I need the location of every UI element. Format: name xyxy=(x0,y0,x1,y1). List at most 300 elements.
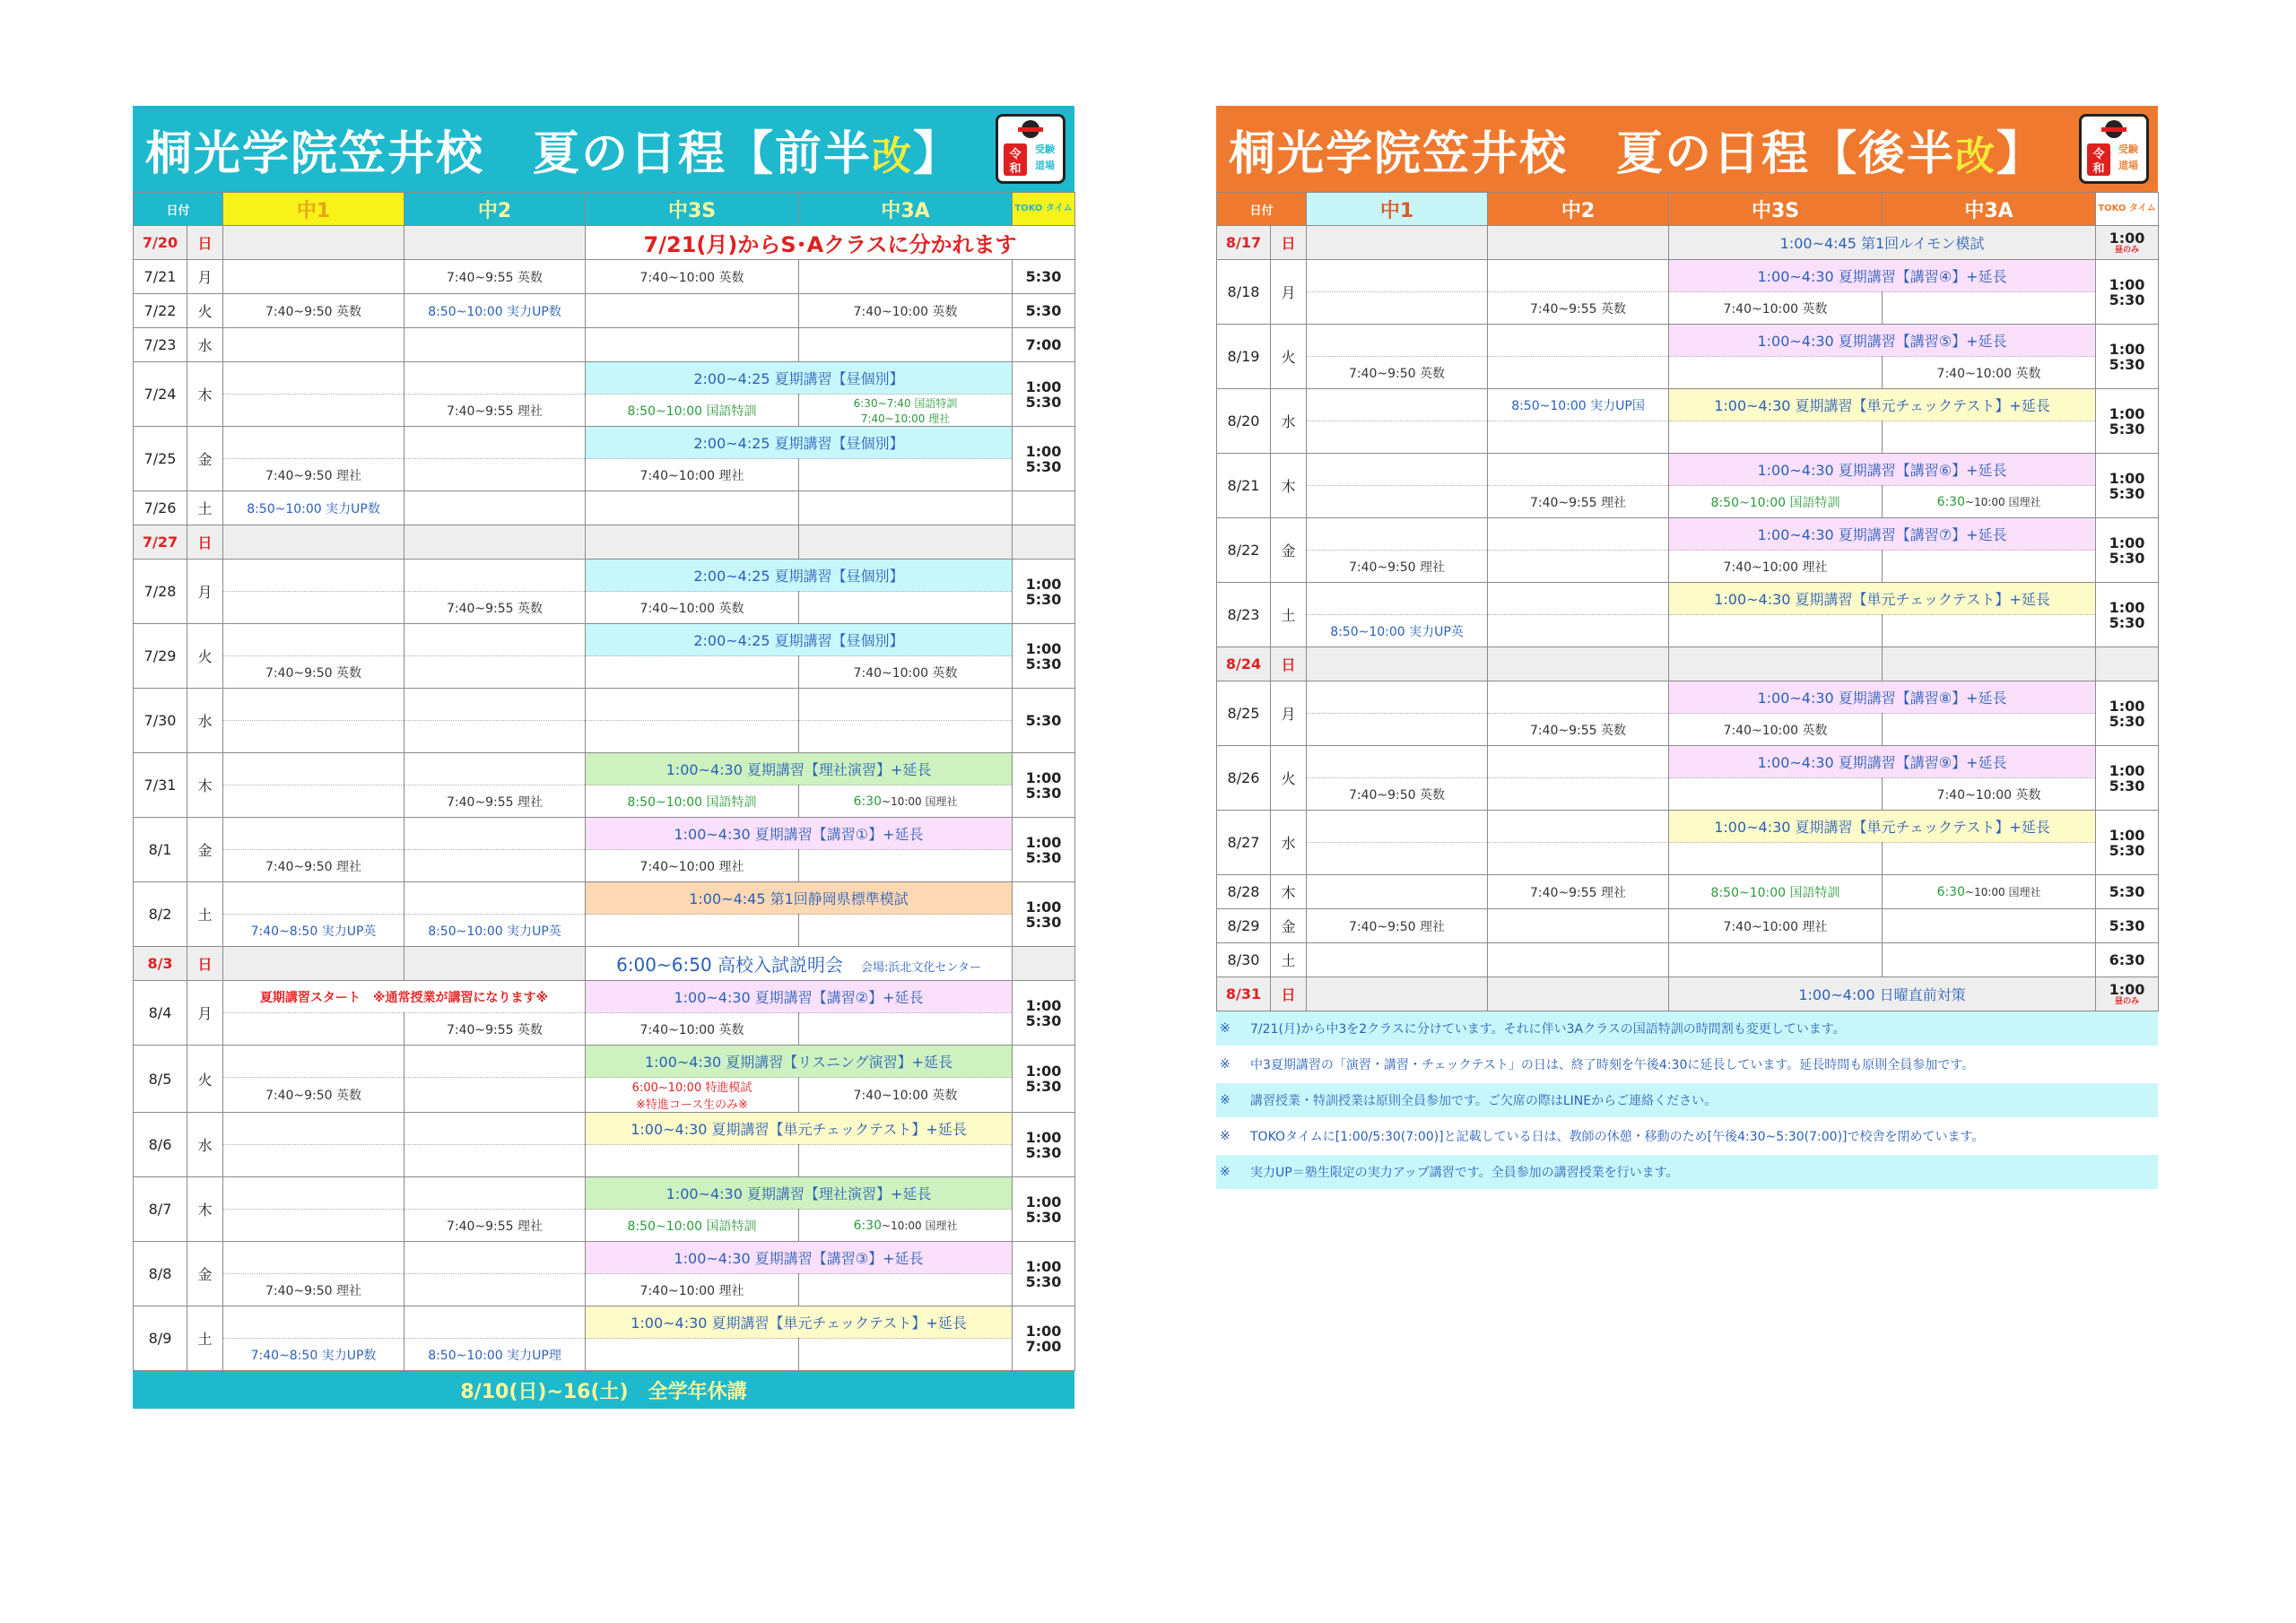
weekday-cell: 月 xyxy=(187,560,223,624)
grade1-cell xyxy=(223,689,404,721)
header-grade1: 中1 xyxy=(1307,193,1488,226)
weekday-cell: 日 xyxy=(187,947,223,981)
table-row xyxy=(1217,778,2159,811)
session-span-cell: 1:00~4:30 夏期講習【理社演習】+延長 xyxy=(586,753,1013,785)
notice-text: 夏期講習スタート ※通常授業が講習になります※ xyxy=(259,990,549,1005)
class-time: ~10:00 国理社 xyxy=(1965,886,2041,898)
date-cell: 7/30 xyxy=(134,689,187,753)
header-grade2: 中2 xyxy=(404,193,586,226)
date-cell: 7/25 xyxy=(134,427,187,491)
grade1-cell xyxy=(1307,615,1488,647)
grade3a-cell xyxy=(799,294,1013,328)
grade3s-cell xyxy=(1669,843,1883,875)
weekday-cell: 火 xyxy=(187,624,223,689)
empty-cell xyxy=(404,525,586,560)
weekday-cell: 土 xyxy=(187,491,223,525)
grade2-cell xyxy=(404,1078,586,1113)
date-cell: 7/31 xyxy=(134,753,187,818)
weekday-cell: 木 xyxy=(187,362,223,427)
grade1-cell xyxy=(223,785,404,818)
grade2-cell xyxy=(404,1013,586,1046)
grade2-cell xyxy=(404,362,586,395)
class-time: 7:40~9:55 英数 xyxy=(446,1022,544,1037)
grade1-cell xyxy=(223,915,404,947)
table-row xyxy=(1217,615,2159,647)
date-cell: 8/8 xyxy=(134,1242,187,1306)
grade1-cell xyxy=(1307,292,1488,325)
page-title: 桐光学院笠井校 夏の日程【前半改】 xyxy=(145,126,962,181)
svg-text:令: 令 xyxy=(2092,148,2105,161)
grade3s-cell xyxy=(1669,778,1883,811)
toko-time-cell xyxy=(1013,427,1075,491)
table-row xyxy=(1217,875,2159,909)
toko-time-cell xyxy=(1013,260,1075,294)
date-cell: 7/21 xyxy=(134,260,187,294)
grade1-cell xyxy=(1307,977,1488,1011)
toko-time: 6:30 xyxy=(2109,951,2145,968)
grade1-cell xyxy=(223,818,404,850)
weekday-cell: 火 xyxy=(187,294,223,328)
weekday-cell: 土 xyxy=(187,882,223,947)
grade2-cell xyxy=(404,1210,586,1242)
table-row xyxy=(134,459,1075,491)
table-row xyxy=(134,294,1075,328)
table-row xyxy=(1217,811,2159,843)
grade3s-cell xyxy=(1669,943,1883,977)
grade3a-cell xyxy=(799,1339,1013,1371)
weekday-cell: 日 xyxy=(187,226,223,260)
toko-time-cell xyxy=(1013,1242,1075,1306)
session-span-cell: 1:00~4:30 夏期講習【単元チェックテスト】+延長 xyxy=(1669,811,2096,843)
grade3a-cell xyxy=(1883,647,2096,681)
grade3s-cell xyxy=(1669,615,1883,647)
grade1-cell xyxy=(223,753,404,785)
toko-time-cell xyxy=(1013,294,1075,328)
grade2-cell xyxy=(1488,583,1669,615)
grade2-cell xyxy=(404,947,586,981)
toko-time-cell xyxy=(2096,811,2159,875)
class-time: 6:30 xyxy=(1936,495,1966,509)
class-time: 7:40~8:50 実力UP数 xyxy=(250,1348,377,1363)
class-time: 7:40~9:50 英数 xyxy=(265,665,362,681)
weekday-cell: 土 xyxy=(1271,943,1307,977)
grade1-cell xyxy=(1307,260,1488,292)
weekday-cell: 土 xyxy=(187,1306,223,1371)
weekday-cell: 日 xyxy=(187,525,223,560)
grade1-cell xyxy=(223,560,404,592)
grade2-cell xyxy=(404,850,586,882)
class-time: 7:40~10:00 英数 xyxy=(1936,366,2041,381)
note-item: ※ 講習授業・特訓授業は原則全員参加です。ご欠席の際はLINEからご連絡ください。 xyxy=(1216,1083,2158,1117)
class-time: 7:40~10:00 理社 xyxy=(639,468,744,483)
toko-time: 5:30 xyxy=(2109,917,2145,934)
weekday-cell: 水 xyxy=(187,1113,223,1177)
class-time: 7:40~9:50 理社 xyxy=(265,859,362,874)
class-time: 7:40~10:00 英数 xyxy=(853,1089,958,1103)
grade2-cell xyxy=(404,1145,586,1177)
grade2-cell xyxy=(404,882,586,915)
weekday-cell: 金 xyxy=(187,427,223,491)
grade3s-cell xyxy=(586,1013,799,1046)
grade2-cell xyxy=(404,753,586,785)
toko-time: 5:30 xyxy=(1025,302,1062,319)
grade3s-cell xyxy=(586,592,799,624)
table-row xyxy=(134,689,1075,721)
grade2-cell xyxy=(1488,875,1669,909)
session-span-cell: 1:00~4:45 第1回ルイモン模試 xyxy=(1669,226,2096,260)
table-row xyxy=(134,785,1075,818)
class-time: ~10:00 国理社 xyxy=(882,795,958,808)
event-text: 6:00~6:50 高校入試説明会 xyxy=(616,954,862,976)
session-span-cell: 2:00~4:25 夏期講習【昼個別】 xyxy=(586,560,1013,592)
date-cell: 8/23 xyxy=(1217,583,1271,647)
toko-time: 1:00 5:30 xyxy=(2109,534,2145,567)
table-row xyxy=(134,395,1075,427)
toko-time-cell xyxy=(1013,624,1075,689)
table-row xyxy=(1217,421,2159,454)
grade2-cell xyxy=(1488,551,1669,583)
grade3s-cell xyxy=(1669,292,1883,325)
table-row xyxy=(1217,389,2159,421)
toko-time: 1:00 5:30 xyxy=(1025,639,1062,673)
class-time: 7:40~10:00 英数 xyxy=(639,270,744,285)
grade1-cell xyxy=(223,850,404,882)
table-row xyxy=(134,328,1075,362)
schedule-table xyxy=(133,192,1075,1371)
toko-time: 1:00 5:30 xyxy=(1025,768,1062,802)
grade3a-cell xyxy=(799,656,1013,689)
grade2-cell xyxy=(404,294,586,328)
table-row xyxy=(1217,843,2159,875)
grade3a-cell xyxy=(1883,875,2096,909)
date-cell: 8/5 xyxy=(134,1046,187,1113)
grade1-cell xyxy=(223,882,404,915)
grade3s-cell xyxy=(586,850,799,882)
note-item: ※ 7/21(月)から中3を2クラスに分けています。それに伴い3Aクラスの国語特訓の時間割も変更しています。 xyxy=(1216,1011,2158,1046)
date-cell: 7/20 xyxy=(134,226,187,260)
grade1-cell xyxy=(1307,551,1488,583)
grade3a-cell xyxy=(799,785,1013,818)
date-cell: 7/27 xyxy=(134,525,187,560)
grade2-cell xyxy=(1488,518,1669,551)
date-cell: 8/31 xyxy=(1217,977,1271,1011)
weekday-cell: 金 xyxy=(187,818,223,882)
grade1-cell xyxy=(223,1339,404,1371)
grade3s-cell xyxy=(586,328,799,362)
grade3a-cell xyxy=(799,1078,1013,1113)
grade3s-cell xyxy=(1669,909,1883,943)
toko-time: 1:00 5:30 xyxy=(1025,996,1062,1029)
event-venue: 会場:浜北文化センター xyxy=(861,961,981,975)
toko-time: 1:00 5:30 xyxy=(2109,469,2145,502)
toko-time-cell xyxy=(1013,491,1075,525)
toko-time: 1:00 5:30 xyxy=(1025,378,1062,411)
toko-time: 1:00 5:30 xyxy=(1025,898,1062,931)
toko-time-cell xyxy=(2096,389,2159,454)
grade3a-cell xyxy=(1883,714,2096,746)
grade3s-cell xyxy=(586,1339,799,1371)
table-row xyxy=(134,1113,1075,1145)
grade3a-cell xyxy=(1883,421,2096,454)
grade2-cell xyxy=(404,624,586,656)
grade1-cell xyxy=(223,1046,404,1078)
grade3s-cell xyxy=(1669,714,1883,746)
class-time: 7:40~10:00 理社 xyxy=(639,1283,744,1298)
grade1-cell xyxy=(1307,843,1488,875)
grade2-cell xyxy=(404,328,586,362)
date-cell: 8/20 xyxy=(1217,389,1271,454)
toko-time: 1:00 7:00 xyxy=(1025,1322,1062,1355)
weekday-cell: 月 xyxy=(1271,260,1307,325)
class-time: 6:30~7:40 国語特訓 7:40~10:00 理社 xyxy=(853,396,958,425)
toko-time: 5:30 xyxy=(1025,268,1062,285)
class-time: 7:40~10:00 理社 xyxy=(639,859,744,874)
grade2-cell xyxy=(1488,454,1669,486)
grade1-cell xyxy=(1307,486,1488,518)
class-time: 7:40~9:55 理社 xyxy=(1529,885,1627,900)
grade2-cell xyxy=(1488,778,1669,811)
grade2-cell xyxy=(404,1242,586,1274)
class-time: 8:50~10:00 実力UP数 xyxy=(247,501,380,516)
empty-cell xyxy=(799,525,1013,560)
table-row xyxy=(134,226,1075,260)
table-row xyxy=(134,1177,1075,1210)
date-cell: 8/4 xyxy=(134,981,187,1046)
svg-text:和: 和 xyxy=(2092,162,2105,176)
grade2-cell xyxy=(404,1113,586,1145)
date-cell: 8/29 xyxy=(1217,909,1271,943)
class-time: 7:40~9:55 理社 xyxy=(446,794,544,810)
toko-time-cell xyxy=(1013,1113,1075,1177)
grade1-cell xyxy=(223,1274,404,1306)
table-row xyxy=(134,260,1075,294)
table-row xyxy=(134,721,1075,753)
grade3a-cell xyxy=(799,1274,1013,1306)
date-cell: 8/18 xyxy=(1217,260,1271,325)
date-cell: 7/28 xyxy=(134,560,187,624)
session-span-cell: 1:00~4:30 夏期講習【理社演習】+延長 xyxy=(586,1177,1013,1210)
grade2-cell xyxy=(404,1306,586,1339)
grade2-cell xyxy=(1488,325,1669,357)
table-row xyxy=(134,1274,1075,1306)
toko-time-cell xyxy=(2096,647,2159,681)
header-toko-time: TOKO タイム xyxy=(1013,193,1075,226)
table-row xyxy=(134,850,1075,882)
grade3a-cell xyxy=(1883,909,2096,943)
date-cell: 7/22 xyxy=(134,294,187,328)
notice-cell xyxy=(586,226,1075,260)
weekday-cell: 水 xyxy=(187,689,223,753)
class-time: 8:50~10:00 国語特訓 xyxy=(1710,495,1840,510)
session-span-cell: 1:00~4:30 夏期講習【講習③】+延長 xyxy=(586,1242,1013,1274)
class-time: ~10:00 国理社 xyxy=(882,1219,958,1232)
empty-cell xyxy=(586,525,799,560)
empty-cell xyxy=(1013,525,1075,560)
toko-time-cell xyxy=(2096,875,2159,909)
class-time: 7:40~10:00 英数 xyxy=(853,665,958,681)
grade1-cell xyxy=(223,947,404,981)
header-grade3a: 中3A xyxy=(1883,193,2096,226)
toko-time-cell xyxy=(1013,753,1075,818)
class-time: 7:40~9:55 理社 xyxy=(446,404,544,419)
grade1-cell xyxy=(1307,681,1488,714)
grade3a-cell xyxy=(799,592,1013,624)
grade3s-cell xyxy=(586,459,799,491)
grade2-cell xyxy=(1488,226,1669,260)
table-row xyxy=(1217,260,2159,292)
grade3s-cell xyxy=(586,260,799,294)
grade1-cell xyxy=(1307,226,1488,260)
grade3s-cell xyxy=(586,689,799,721)
table-row xyxy=(134,1046,1075,1078)
table-row xyxy=(134,882,1075,915)
class-time: 7:40~9:50 英数 xyxy=(1348,366,1446,381)
grade3s-cell xyxy=(586,721,799,753)
svg-text:受験: 受験 xyxy=(1035,143,1055,155)
grade1-cell xyxy=(1307,583,1488,615)
date-cell: 8/26 xyxy=(1217,746,1271,811)
class-time: 7:40~10:00 理社 xyxy=(1723,919,1828,934)
grade1-cell xyxy=(223,362,404,395)
grade2-cell xyxy=(404,915,586,947)
grade1-cell xyxy=(1307,325,1488,357)
grade1-cell xyxy=(223,1113,404,1145)
page-title: 桐光学院笠井校 夏の日程【後半改】 xyxy=(1229,126,2046,181)
session-span-cell: 1:00~4:30 夏期講習【講習⑤】+延長 xyxy=(1669,325,2096,357)
date-cell: 8/21 xyxy=(1217,454,1271,518)
class-time: 6:30 xyxy=(853,1219,883,1233)
grade3s-cell xyxy=(586,1210,799,1242)
grade1-cell xyxy=(223,656,404,689)
session-span-cell: 1:00~4:30 夏期講習【講習⑥】+延長 xyxy=(1669,454,2096,486)
grade3s-cell xyxy=(586,915,799,947)
session-span-cell: 1:00~4:30 夏期講習【単元チェックテスト】+延長 xyxy=(1669,389,2096,421)
date-cell: 8/24 xyxy=(1217,647,1271,681)
table-row xyxy=(134,491,1075,525)
grade1-cell xyxy=(223,1145,404,1177)
class-time: 7:40~10:00 英数 xyxy=(1723,301,1828,317)
toko-time: 1:00 5:30 xyxy=(2109,826,2145,859)
toko-time-cell xyxy=(1013,981,1075,1046)
grade2-cell xyxy=(1488,357,1669,389)
date-cell: 8/9 xyxy=(134,1306,187,1371)
grade3a-cell xyxy=(799,1013,1013,1046)
grade1-cell xyxy=(223,721,404,753)
grade3s-cell xyxy=(586,294,799,328)
toko-time: 1:00 xyxy=(2109,981,2145,998)
grade2-cell xyxy=(1488,389,1669,421)
grade1-cell xyxy=(1307,357,1488,389)
session-span-cell: 1:00~4:30 夏期講習【講習⑦】+延長 xyxy=(1669,518,2096,551)
grade2-cell xyxy=(1488,811,1669,843)
class-time: 7:40~9:55 理社 xyxy=(1529,495,1627,510)
grade2-cell xyxy=(1488,714,1669,746)
toko-time-cell xyxy=(2096,454,2159,518)
toko-time-cell xyxy=(1013,882,1075,947)
date-cell: 8/1 xyxy=(134,818,187,882)
grade1-cell xyxy=(1307,454,1488,486)
weekday-cell: 月 xyxy=(187,981,223,1046)
date-cell: 7/24 xyxy=(134,362,187,427)
toko-time-cell xyxy=(2096,518,2159,583)
toko-time: 7:00 xyxy=(1025,336,1062,353)
toko-time: 5:30 xyxy=(2109,883,2145,900)
grade1-cell xyxy=(223,1078,404,1113)
weekday-cell: 木 xyxy=(187,753,223,818)
grade2-cell xyxy=(1488,977,1669,1011)
grade2-cell xyxy=(404,592,586,624)
grade2-cell xyxy=(1488,843,1669,875)
table-row xyxy=(1217,746,2159,778)
class-time: 8:50~10:00 国語特訓 xyxy=(627,404,757,419)
class-time: 7:40~9:50 英数 xyxy=(1348,787,1446,803)
date-cell: 8/30 xyxy=(1217,943,1271,977)
toko-time: 1:00 5:30 xyxy=(2109,761,2145,794)
schedule-table xyxy=(1216,192,2159,1011)
grade3s-cell xyxy=(586,656,799,689)
grade3a-cell xyxy=(799,328,1013,362)
grade1-cell xyxy=(1307,778,1488,811)
table-row xyxy=(134,915,1075,947)
table-row xyxy=(1217,909,2159,943)
weekday-cell: 水 xyxy=(187,328,223,362)
grade2-cell xyxy=(404,260,586,294)
session-span-cell: 1:00~4:30 夏期講習【単元チェックテスト】+延長 xyxy=(586,1306,1013,1339)
class-time: ~10:00 国理社 xyxy=(1965,496,2041,508)
table-row xyxy=(134,592,1075,624)
weekday-cell: 木 xyxy=(1271,875,1307,909)
date-cell: 8/25 xyxy=(1217,681,1271,746)
table-row xyxy=(134,560,1075,592)
date-cell: 8/22 xyxy=(1217,518,1271,583)
grade3a-cell xyxy=(1883,486,2096,518)
class-time: 6:30 xyxy=(1936,885,1966,899)
grade3a-cell xyxy=(1883,943,2096,977)
table-row xyxy=(134,427,1075,459)
toko-time: 5:30 xyxy=(1025,712,1062,729)
table-row xyxy=(134,947,1075,981)
header-grade1: 中1 xyxy=(223,193,404,226)
weekday-cell: 日 xyxy=(1271,977,1307,1011)
weekday-cell: 金 xyxy=(1271,518,1307,583)
grade3s-cell xyxy=(586,785,799,818)
toko-note: 昼のみ xyxy=(2115,246,2140,255)
class-time: 7:40~9:50 理社 xyxy=(265,1283,362,1298)
class-time: 6:30 xyxy=(853,794,883,809)
grade3s-cell xyxy=(1669,486,1883,518)
table-row xyxy=(1217,518,2159,551)
toko-time: 1:00 5:30 xyxy=(1025,1193,1062,1226)
table-row xyxy=(1217,357,2159,389)
header-date: 日付 xyxy=(1217,193,1307,226)
table-row xyxy=(1217,681,2159,714)
grade3s-cell xyxy=(1669,421,1883,454)
grade1-cell xyxy=(223,1177,404,1210)
svg-text:令: 令 xyxy=(1009,148,1022,161)
session-span-cell: 2:00~4:25 夏期講習【昼個別】 xyxy=(586,362,1013,395)
grade3a-cell xyxy=(799,1210,1013,1242)
table-row xyxy=(134,1013,1075,1046)
grade1-cell xyxy=(1307,811,1488,843)
class-time: 8:50~10:00 国語特訓 xyxy=(627,1219,757,1234)
table-row xyxy=(1217,943,2159,977)
header-date: 日付 xyxy=(134,193,223,226)
table-row xyxy=(134,1339,1075,1371)
table-row xyxy=(134,753,1075,785)
weekday-cell: 火 xyxy=(1271,325,1307,389)
toko-note: 昼のみ xyxy=(2115,997,2140,1006)
grade3a-cell xyxy=(799,260,1013,294)
